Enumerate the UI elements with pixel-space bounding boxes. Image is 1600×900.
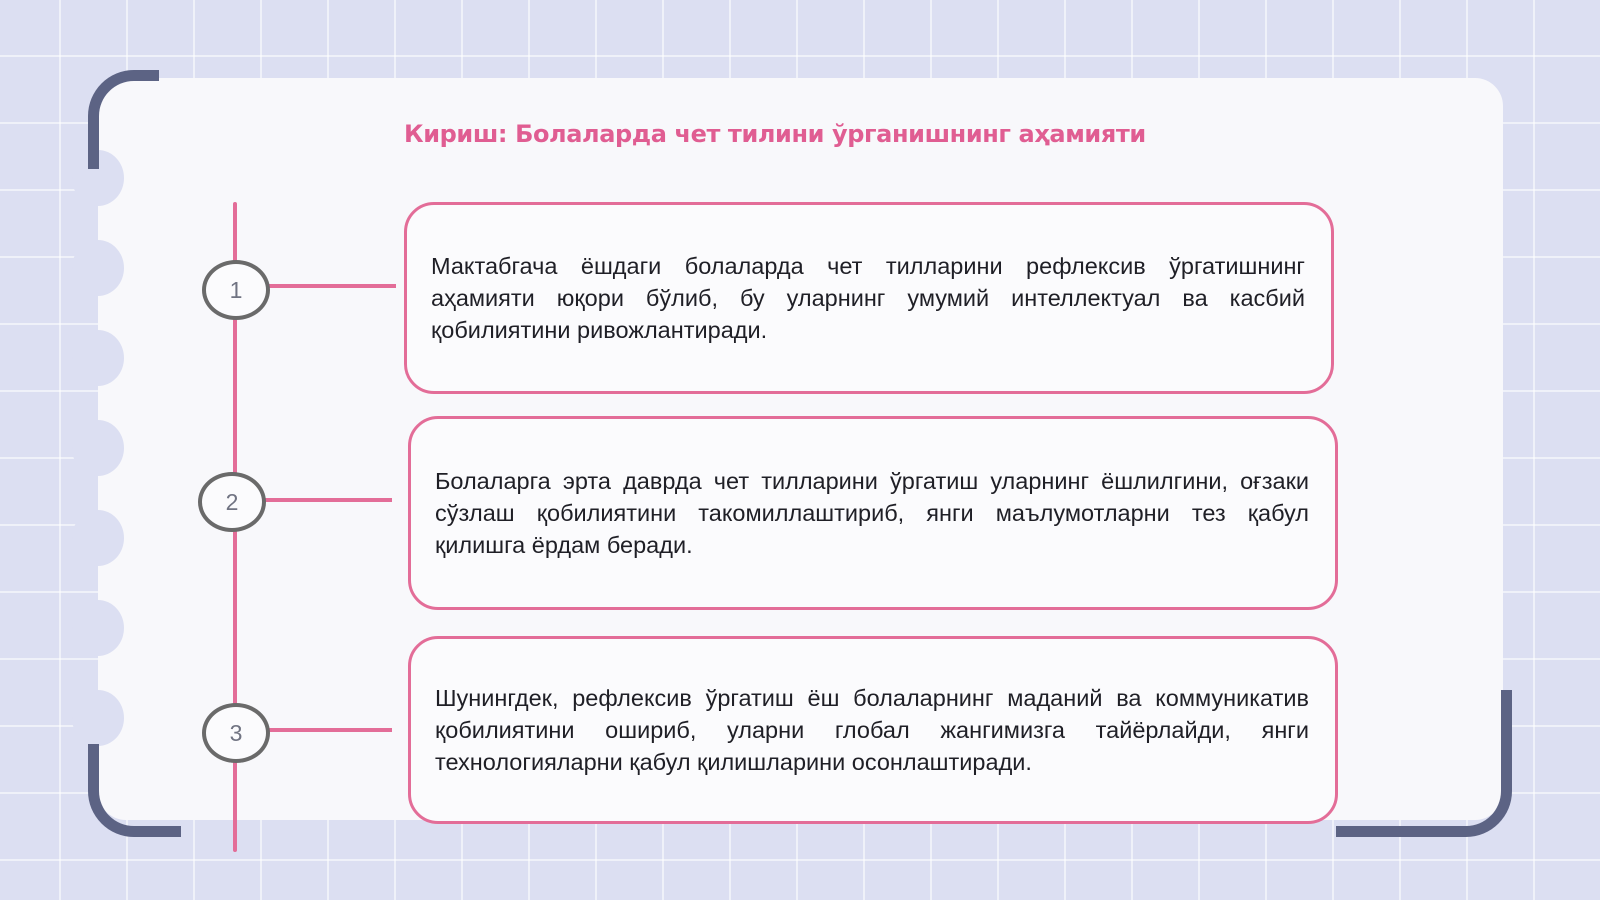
step-text: Шунингдек, рефлексив ўргатиш ёш болаларнинг маданий ва коммуникатив қобилиятини ошириб, уларни глобал жангимизга тайёрлайди, янги технологияларни қабул қилишларини осонлаштиради. [435,685,1309,775]
corner-bracket-bottom-right [1336,690,1512,837]
step-number: 3 [229,719,243,746]
step-text-box [408,636,1338,824]
step-number-circle [198,472,266,532]
step-text-box [404,202,1334,394]
card-edge-scallop [72,240,124,296]
card-edge-scallop [72,510,124,566]
card-edge-scallop [72,330,124,386]
step-number: 1 [229,276,243,303]
step-number: 2 [225,488,239,515]
page-title: Кириш: Болаларда чет тилини ўрганишнинг аҳамияти [404,120,1146,148]
timeline-connector [258,498,392,502]
timeline-connector [262,728,392,732]
card-edge-scallop [72,690,124,746]
corner-bracket-top-left [88,70,159,169]
step-number-circle [202,260,270,320]
card-edge-scallop [72,420,124,476]
card-edge-scallop [72,600,124,656]
corner-bracket-bottom-left [88,744,181,837]
step-text-box [408,416,1338,610]
timeline-connector [262,284,396,288]
step-number-circle [202,703,270,763]
step-text: Болаларга эрта даврда чет тилларини ўргатиш уларнинг ёшлилгини, оғзаки сўзлаш қобилиятини такомиллаштириб, янги маълумотларни тез қабул қилишга ёрдам беради. [435,468,1309,558]
step-text: Мактабгача ёшдаги болаларда чет тилларини рефлексив ўргатишнинг аҳамияти юқори бўлиб, бу уларнинг умумий интеллектуал ва касбий қобилиятини ривожлантиради. [431,253,1305,343]
